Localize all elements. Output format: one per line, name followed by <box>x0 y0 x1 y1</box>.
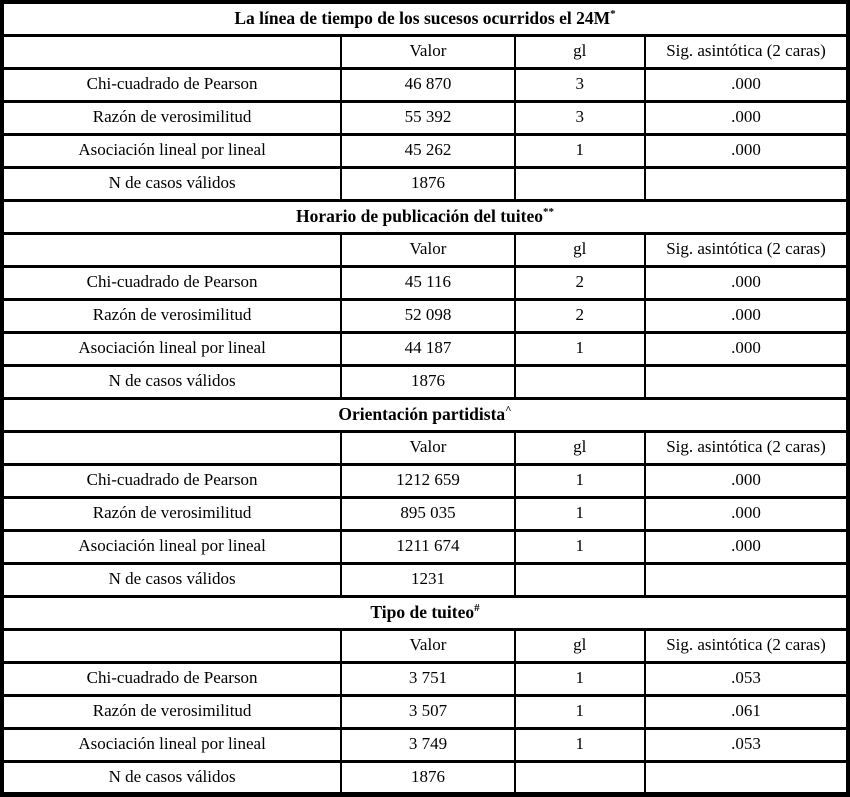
table-row <box>2 530 848 563</box>
section-4-header-row <box>2 629 848 662</box>
row-label: Asociación lineal por lineal <box>2 530 341 563</box>
row-label: Razón de verosimilitud <box>2 101 341 134</box>
column-header-valor: Valor <box>341 431 514 464</box>
cell-valor: 3 751 <box>341 662 514 695</box>
cell-gl: 1 <box>515 332 645 365</box>
column-header-sig: Sig. asintótica (2 caras) <box>645 431 848 464</box>
column-header-gl: gl <box>515 629 645 662</box>
cell-valor: 1211 674 <box>341 530 514 563</box>
cell-gl: 2 <box>515 266 645 299</box>
row-label: Chi-cuadrado de Pearson <box>2 464 341 497</box>
section-2-title <box>2 200 848 233</box>
row-label: Chi-cuadrado de Pearson <box>2 68 341 101</box>
column-header-empty <box>2 431 341 464</box>
section-title-marker: * <box>610 8 616 21</box>
cell-gl: 1 <box>515 497 645 530</box>
cell-gl: 3 <box>515 101 645 134</box>
cell-valor: 1876 <box>341 167 514 200</box>
cell-valor: 45 116 <box>341 266 514 299</box>
cell-gl <box>515 167 645 200</box>
column-header-gl: gl <box>515 431 645 464</box>
cell-sig <box>645 563 848 596</box>
cell-sig: .000 <box>645 530 848 563</box>
column-header-valor: Valor <box>341 629 514 662</box>
cell-valor: 1876 <box>341 761 514 794</box>
table-row <box>2 68 848 101</box>
cell-gl: 1 <box>515 134 645 167</box>
cell-sig: .000 <box>645 299 848 332</box>
cell-valor: 46 870 <box>341 68 514 101</box>
table-row <box>2 728 848 761</box>
column-header-sig: Sig. asintótica (2 caras) <box>645 35 848 68</box>
table-row <box>2 101 848 134</box>
column-header-empty <box>2 35 341 68</box>
section-title-marker: # <box>474 602 480 615</box>
cell-valor: 3 507 <box>341 695 514 728</box>
row-label: Razón de verosimilitud <box>2 497 341 530</box>
column-header-gl: gl <box>515 35 645 68</box>
table-row <box>2 266 848 299</box>
section-title-marker: ** <box>542 206 554 219</box>
cell-gl: 3 <box>515 68 645 101</box>
table-row <box>2 497 848 530</box>
column-header-sig: Sig. asintótica (2 caras) <box>645 233 848 266</box>
cell-gl <box>515 761 645 794</box>
column-header-empty <box>2 629 341 662</box>
section-title-text: La línea de tiempo de los sucesos ocurridos el 24M <box>234 8 611 29</box>
section-title-text: Horario de publicación del tuiteo <box>296 205 543 226</box>
section-title-text: Orientación partidista <box>338 403 506 424</box>
column-header-empty <box>2 233 341 266</box>
cell-valor: 45 262 <box>341 134 514 167</box>
row-label: Chi-cuadrado de Pearson <box>2 662 341 695</box>
section-1-title-row <box>2 2 848 35</box>
cell-sig <box>645 365 848 398</box>
row-label: Asociación lineal por lineal <box>2 134 341 167</box>
row-label: Asociación lineal por lineal <box>2 332 341 365</box>
table-row <box>2 365 848 398</box>
table-row <box>2 662 848 695</box>
column-header-valor: Valor <box>341 35 514 68</box>
cell-sig: .053 <box>645 662 848 695</box>
table-row <box>2 464 848 497</box>
section-2-title-row <box>2 200 848 233</box>
cell-sig: .053 <box>645 728 848 761</box>
row-label: Asociación lineal por lineal <box>2 728 341 761</box>
cell-gl: 1 <box>515 728 645 761</box>
section-1-title <box>2 2 848 35</box>
cell-gl: 1 <box>515 464 645 497</box>
cell-sig: .000 <box>645 68 848 101</box>
row-label: Razón de verosimilitud <box>2 695 341 728</box>
section-4-title-row <box>2 596 848 629</box>
cell-sig <box>645 761 848 794</box>
section-3-header-row <box>2 431 848 464</box>
cell-valor: 1212 659 <box>341 464 514 497</box>
cell-sig: .000 <box>645 497 848 530</box>
cell-valor: 55 392 <box>341 101 514 134</box>
cell-gl: 1 <box>515 662 645 695</box>
cell-sig: .000 <box>645 266 848 299</box>
cell-gl: 2 <box>515 299 645 332</box>
cell-valor: 1876 <box>341 365 514 398</box>
cell-sig: .000 <box>645 101 848 134</box>
cell-gl: 1 <box>515 695 645 728</box>
table-row <box>2 167 848 200</box>
cell-sig <box>645 167 848 200</box>
table-row <box>2 563 848 596</box>
cell-gl <box>515 563 645 596</box>
column-header-sig: Sig. asintótica (2 caras) <box>645 629 848 662</box>
cell-valor: 1231 <box>341 563 514 596</box>
cell-sig: .061 <box>645 695 848 728</box>
column-header-gl: gl <box>515 233 645 266</box>
table-row <box>2 695 848 728</box>
section-3-title <box>2 398 848 431</box>
section-1-header-row <box>2 35 848 68</box>
section-4-title <box>2 596 848 629</box>
table-row <box>2 332 848 365</box>
row-label: N de casos válidos <box>2 761 341 794</box>
section-3-title-row <box>2 398 848 431</box>
cell-valor: 52 098 <box>341 299 514 332</box>
cell-valor: 3 749 <box>341 728 514 761</box>
cell-gl <box>515 365 645 398</box>
table-row <box>2 134 848 167</box>
section-2-header-row <box>2 233 848 266</box>
cell-sig: .000 <box>645 134 848 167</box>
row-label: Chi-cuadrado de Pearson <box>2 266 341 299</box>
cell-sig: .000 <box>645 332 848 365</box>
cell-sig: .000 <box>645 464 848 497</box>
cell-valor: 895 035 <box>341 497 514 530</box>
table-row <box>2 299 848 332</box>
row-label: N de casos válidos <box>2 167 341 200</box>
column-header-valor: Valor <box>341 233 514 266</box>
section-title-text: Tipo de tuiteo <box>370 601 475 622</box>
row-label: N de casos válidos <box>2 365 341 398</box>
row-label: N de casos válidos <box>2 563 341 596</box>
row-label: Razón de verosimilitud <box>2 299 341 332</box>
cell-gl: 1 <box>515 530 645 563</box>
cell-valor: 44 187 <box>341 332 514 365</box>
section-title-marker: ^ <box>505 404 512 417</box>
table-row <box>2 761 848 794</box>
